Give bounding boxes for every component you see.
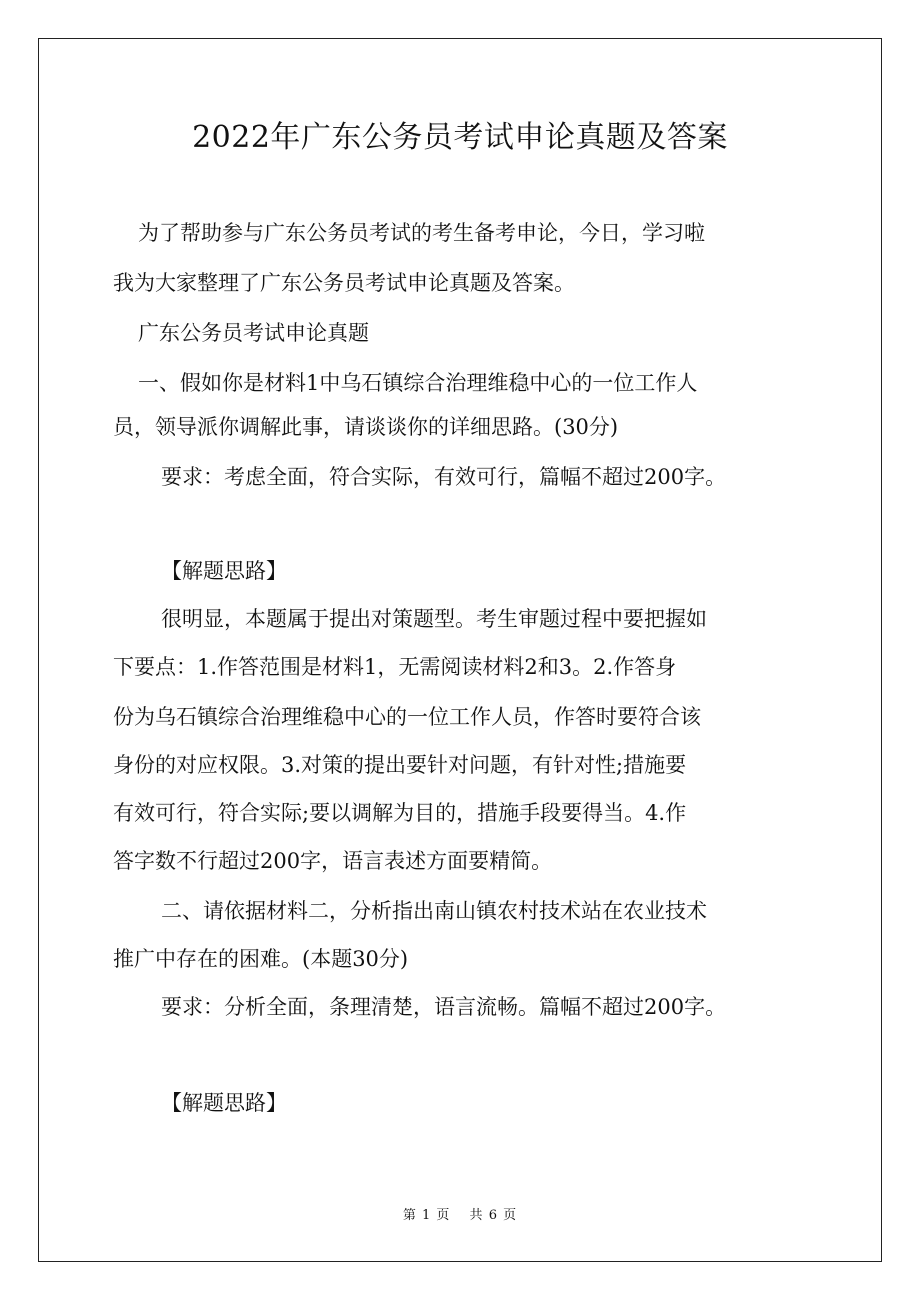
body-line: 有效可行，符合实际;要以调解为目的，措施手段要得当。4.作: [113, 801, 687, 825]
solution-heading: 【解题思路】: [161, 1091, 287, 1115]
page-number: 第 1 页 共 6 页: [402, 1208, 518, 1223]
body-line: 下要点：1.作答范围是材料1，无需阅读材料2和3。2.作答身: [113, 655, 677, 679]
solution-heading: 【解题思路】: [161, 559, 287, 583]
question-line: 二、请依据材料二，分析指出南山镇农村技术站在农业技术: [161, 899, 707, 923]
body-line: 很明显，本题属于提出对策题型。考生审题过程中要把握如: [161, 607, 707, 631]
question-line: 一、假如你是材料1中乌石镇综合治理维稳中心的一位工作人: [138, 371, 698, 395]
body-line: 我为大家整理了广东公务员考试申论真题及答案。: [113, 271, 575, 295]
body-line: 答字数不行超过200字，语言表述方面要精简。: [113, 849, 553, 873]
document-title: 2022年广东公务员考试申论真题及答案: [192, 120, 728, 155]
body-line: 份为乌石镇综合治理维稳中心的一位工作人员，作答时要符合该: [113, 705, 701, 729]
body-line: 身份的对应权限。3.对策的提出要针对问题，有针对性;措施要: [113, 753, 687, 777]
body-line: 为了帮助参与广东公务员考试的考生备考申论，今日，学习啦: [138, 221, 705, 245]
question-line: 员，领导派你调解此事，请谈谈你的详细思路。(30分): [113, 415, 619, 439]
requirement-line: 要求：分析全面，条理清楚，语言流畅。篇幅不超过200字。: [161, 995, 727, 1019]
question-line: 推广中存在的困难。(本题30分): [113, 947, 409, 971]
requirement-line: 要求：考虑全面，符合实际，有效可行，篇幅不超过200字。: [161, 465, 727, 489]
section-heading: 广东公务员考试申论真题: [138, 321, 369, 345]
